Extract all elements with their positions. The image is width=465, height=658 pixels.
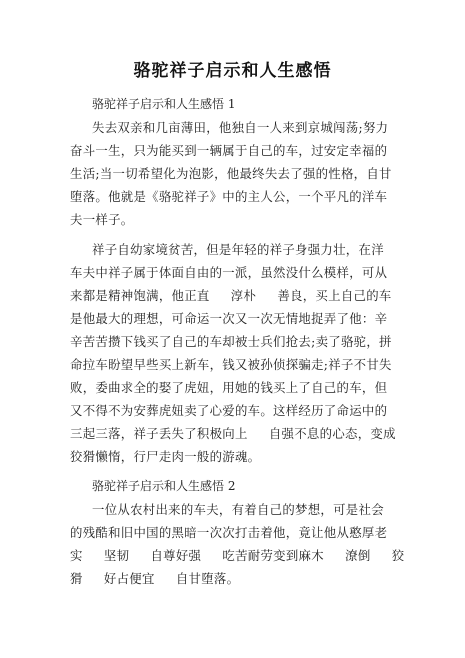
paragraph-line: 又不得不为安葬虎妞卖了心爱的车。这样经历了命运中的 [70,403,388,418]
paragraph-line: 夫一样子。 [70,212,134,227]
section-heading-2: 骆驼祥子启示和人生感悟 2 [92,479,236,493]
paragraph-line: 来都是精神饱满，他正直 淳朴 善良，买上自己的车 [70,288,392,303]
section-heading-1: 骆驼祥子启示和人生感悟 1 [92,97,236,111]
paragraph-line: 败，委曲求全的娶了虎妞，用她的钱买上了自己的车，但 [70,380,388,395]
paragraph-line: 命拉车盼望早些买上新车，钱又被孙侦探骗走;祥子不甘失 [70,357,392,372]
paragraph-line: 失去双亲和几亩薄田，他独自一人来到京城闯荡;努力 [92,120,389,135]
paragraph-line: 实 坚韧 自尊好强 吃苦耐劳变到麻木 潦倒 狡 [70,548,405,563]
document-title: 骆驼祥子启示和人生感悟 [133,61,332,81]
paragraph-line: 一位从农村出来的车夫，有着自己的梦想，可是社会 [92,502,384,517]
paragraph-line: 车夫中祥子属于体面自由的一派，虽然没什么模样，可从 [70,265,388,280]
paragraph-line: 祥子自幼家境贫苦，但是年轻的祥子身强力壮，在洋 [92,242,384,257]
paragraph-line: 三起三落，祥子丢失了积极向上 自强不息的心态，变成 [70,426,396,441]
paragraph-line: 狡猾懒惰，行尸走肉一般的游魂。 [70,449,261,464]
paragraph-line: 奋斗一生，只为能买到一辆属于自己的车，过安定幸福的 [70,143,388,158]
paragraph-line: 辛苦苦攒下钱买了自己的车却被士兵们抢去;卖了骆驼，拼 [70,334,392,349]
paragraph-line: 堕落。他就是《骆驼祥子》中的主人公，一个平凡的洋车 [70,189,388,204]
paragraph-line: 生活;当一切希望化为泡影，他最终失去了强的性格，自甘 [70,166,392,181]
paragraph-line: 是他最大的理想，可命运一次又一次无情地捉弄了他：辛 [70,311,388,326]
paragraph-line: 猾 好占便宜 自甘堕落。 [70,571,240,586]
paragraph-line: 的残酷和旧中国的黑暗一次次打击着他，竟让他从憨厚老 [70,525,388,540]
